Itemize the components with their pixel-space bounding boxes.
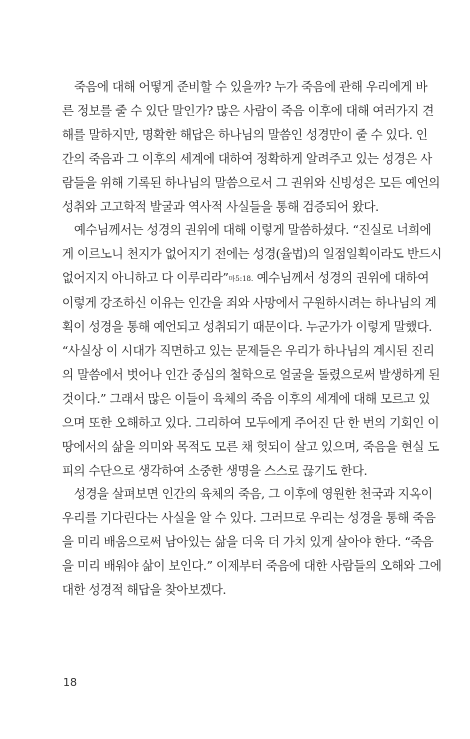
- paragraph-3: [62, 483, 442, 603]
- text-line: 의 말씀에서 벗어나 인간 중심의 철학으로 얼굴을 돌렸으로써 발생하게 된: [62, 367, 440, 382]
- quotation-followup: 예수님께서 성경의 권위에 대하여: [256, 271, 429, 286]
- paragraph-2: [62, 219, 442, 483]
- scripture-reference: 마5:18.: [228, 275, 254, 284]
- text-line: 간의 죽음과 그 이후의 세계에 대하여 정확하게 알려주고 있는 성경은 사: [62, 151, 432, 166]
- text-line: “사실상 이 시대가 직면하고 있는 문제들은 우리가 하나님의 계시된 진리: [62, 343, 435, 358]
- text-line: 대한 성경적 해답을 찾아보겠다.: [62, 583, 227, 598]
- text-line: 땅에서의 삶을 의미와 목적도 모른 채 헛되이 살고 있으며, 죽음을 현실 도: [62, 439, 440, 454]
- text-line: 을 미리 배움으로써 남아있는 삶을 더욱 더 가치 있게 살아야 한다. “죽음: [62, 535, 434, 550]
- text-line: 으며 또한 오해하고 있다. 그리하여 모두에게 주어진 단 한 번의 기회인 이: [62, 415, 440, 430]
- text-line: 을 미리 배워야 삶이 보인다.” 이제부터 죽음에 대한 사람들의 오해와 그에: [62, 559, 442, 574]
- page-number: 18: [63, 676, 77, 689]
- body-text: [62, 76, 442, 603]
- text-line: 피의 수단으로 생각하여 소중한 생명을 스스로 끊기도 한다.: [62, 463, 368, 478]
- paragraph-1: [62, 76, 440, 219]
- text-line: 우리를 기다린다는 사실을 알 수 있다. 그러므로 우리는 성경을 통해 죽음: [62, 511, 436, 526]
- text-line: 이렇게 강조하신 이유는 인간을 죄와 사망에서 구원하시려는 하나님의 계: [62, 296, 437, 311]
- text-line: 성경을 살펴보면 인간의 육체의 죽음, 그 이후에 영원한 천국과 지옥이: [74, 487, 433, 502]
- quotation-text: 없어지지 아니하고 다 이루리라”: [62, 271, 229, 286]
- text-line: 게 이르노니 천지가 없어지기 전에는 성경(율법)의 일점일획이라도 반드시: [62, 247, 442, 262]
- text-line: [62, 267, 429, 292]
- text-line: 죽음에 대해 어떻게 준비할 수 있을까? 누가 죽음에 관해 우리에게 바: [74, 80, 428, 94]
- text-line: 것이다.” 그래서 많은 이들이 육체의 죽음 이후의 세계에 대해 모르고 있: [62, 391, 430, 406]
- text-line: 해를 말하지만, 명확한 해답은 하나님의 말씀인 성경만이 줄 수 있다. 인: [62, 127, 428, 142]
- text-line: 른 정보를 줄 수 있단 말인가? 많은 사람이 죽음 이후에 대해 여러가지 견: [62, 103, 434, 118]
- text-line: 획이 성경을 통해 예언되고 성취되기 때문이다. 누군가가 이렇게 말했다.: [62, 320, 432, 335]
- text-line: 성취와 고고학적 발굴과 역사적 사실들을 통해 검증되어 왔다.: [62, 199, 379, 214]
- text-line: 람들을 위해 기록된 하나님의 말씀으로서 그 권위와 신빙성은 모든 예언의: [62, 175, 440, 190]
- text-line: 예수님께서는 성경의 권위에 대해 이렇게 말씀하셨다. “진실로 너희에: [74, 223, 432, 238]
